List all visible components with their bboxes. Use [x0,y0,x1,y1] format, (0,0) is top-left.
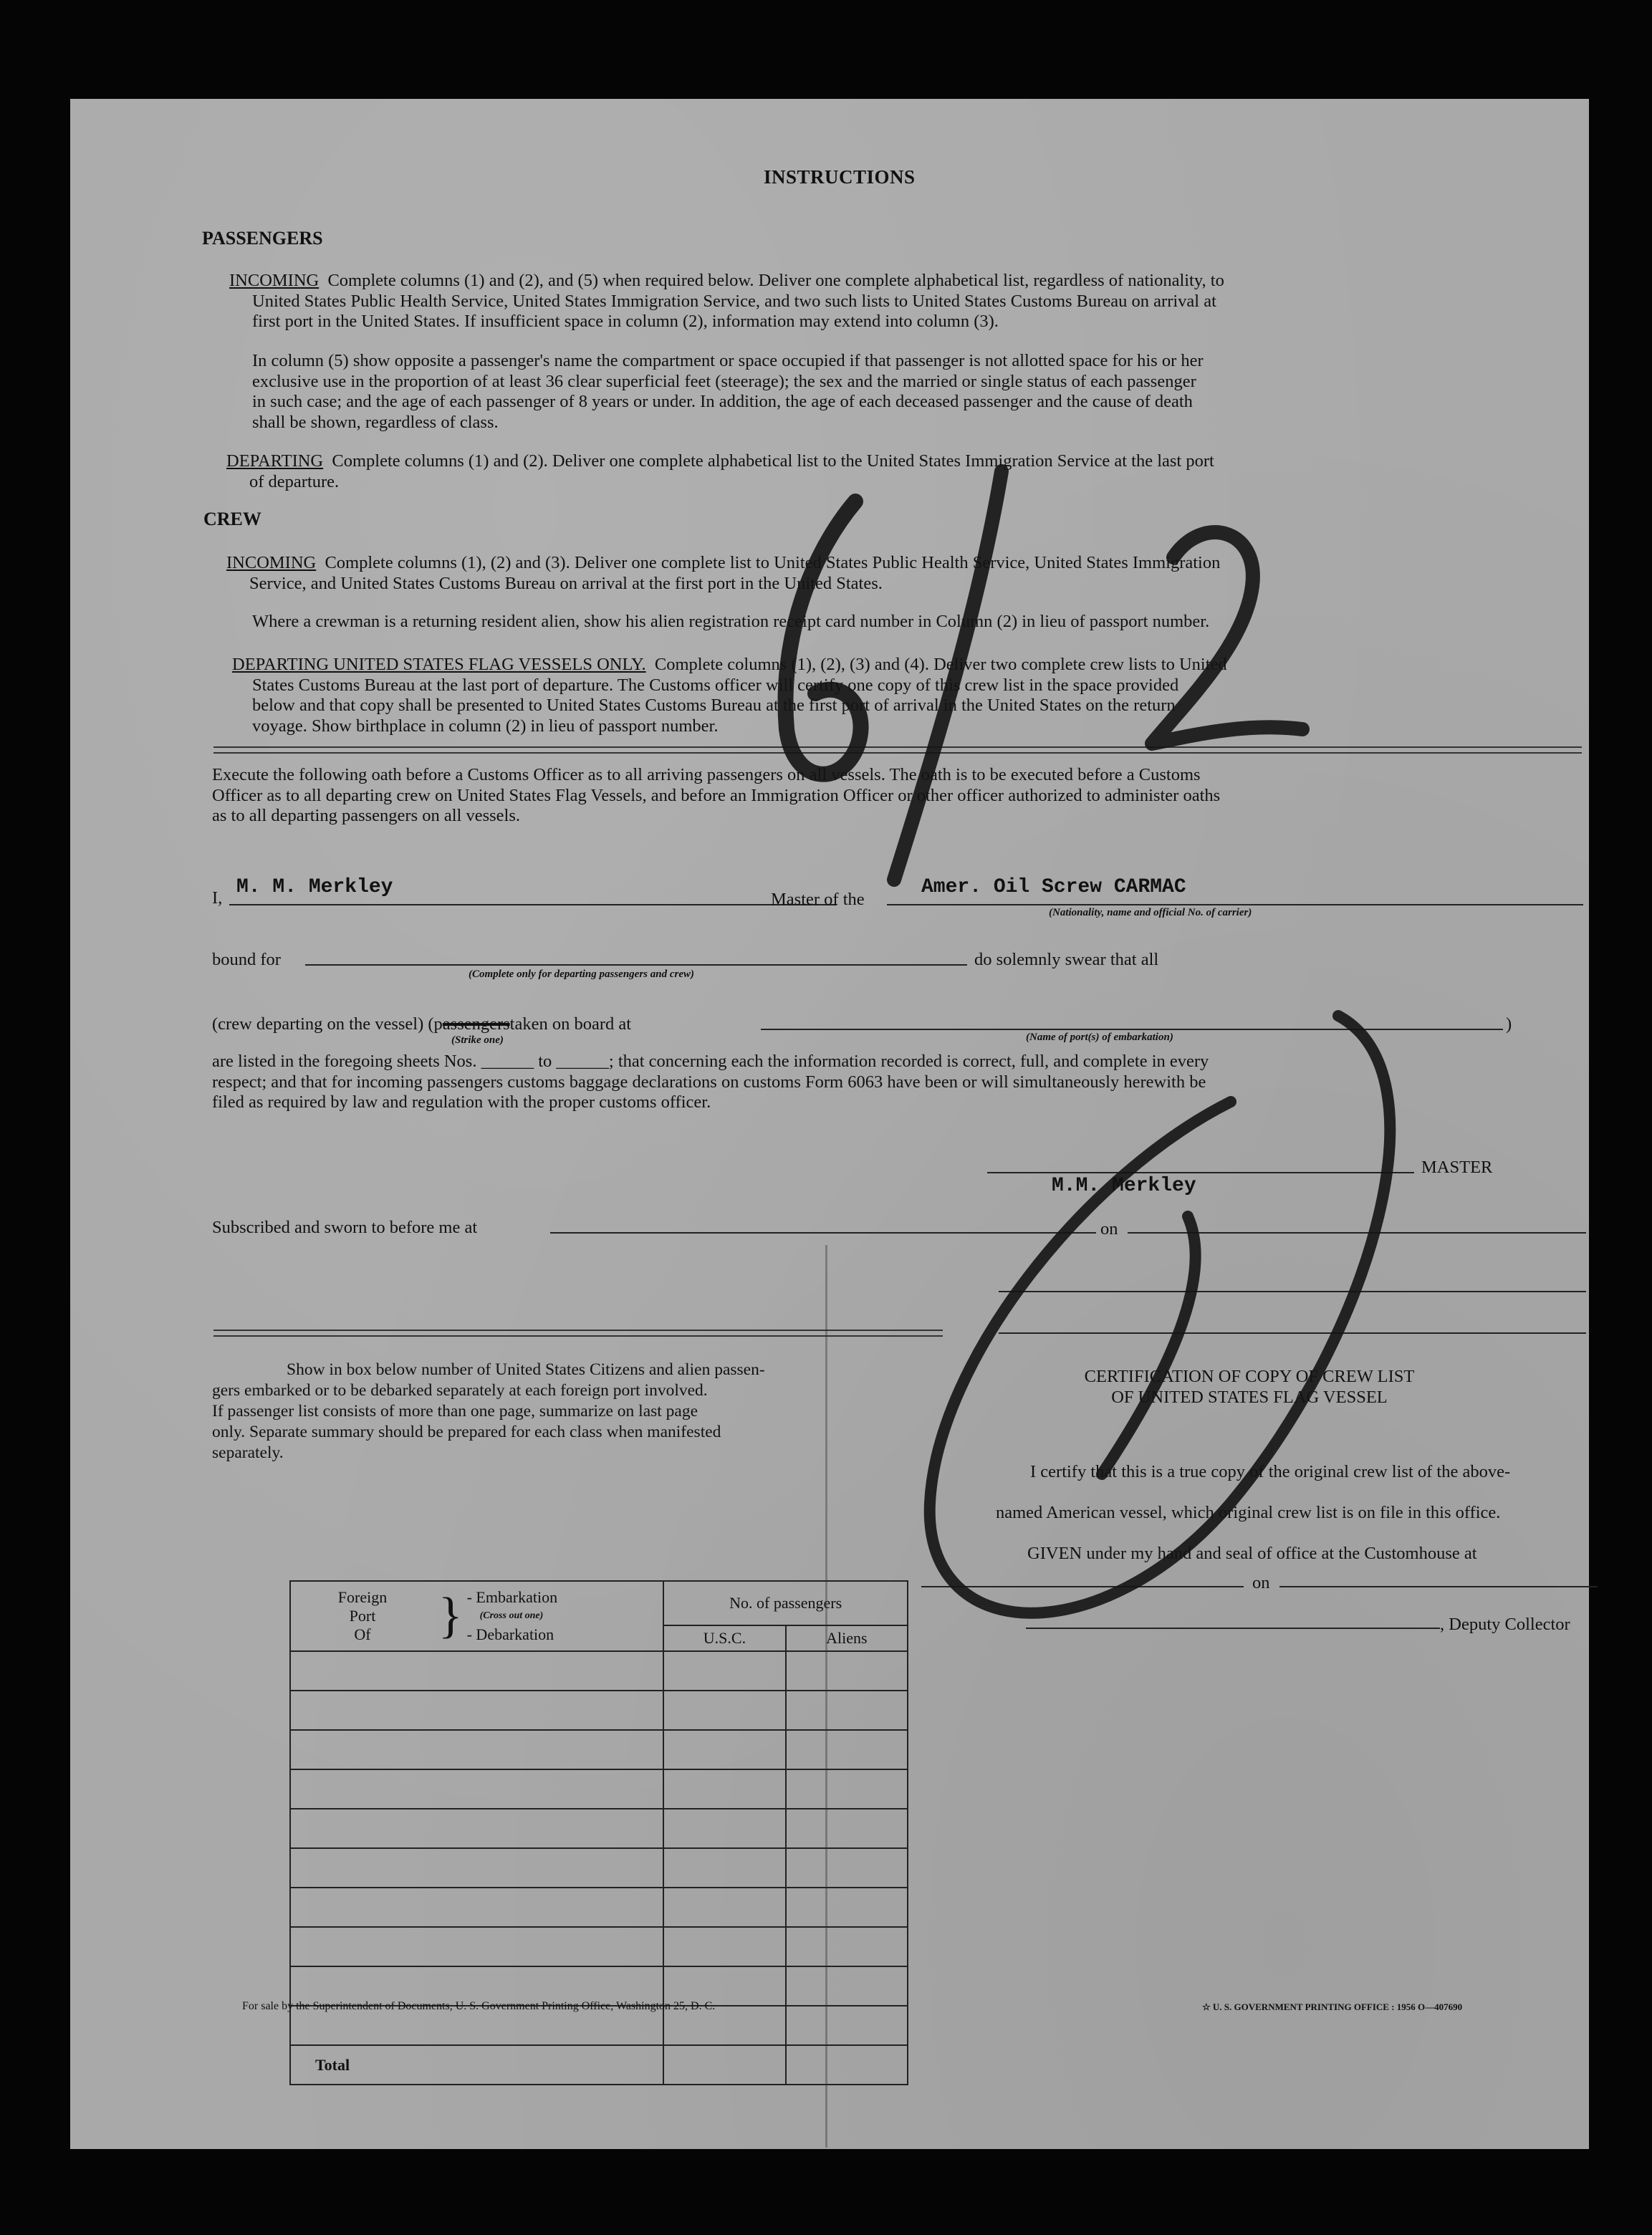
port-caption: (Name of port(s) of embarkation) [1026,1032,1173,1043]
master-name-field: M. M. Merkley [236,876,393,898]
of-label: Of [354,1625,371,1643]
subscribed-label: Subscribed and sworn to before me at [212,1218,478,1237]
certification-title-line: OF UNITED STATES FLAG VESSEL [1111,1387,1388,1407]
vessel-caption: (Nationality, name and official No. of carrier) [1049,907,1252,918]
crew-departing-text: (crew departing on the vessel) (p [212,1014,443,1034]
certification-line: named American vessel, which original crew list is on file in this office. [996,1503,1501,1522]
oath-intro-line: Execute the following oath before a Customs Officer as to all arriving passengers on all vessels. The oath is to be executed before a Customs [212,765,1201,784]
master-label: MASTER [1421,1158,1493,1177]
aliens-header: Aliens [786,1625,908,1651]
column5-line: in such case; and the age of each passenger of 8 years or under. In addition, the age of each deceased passenger and the cause of death [252,392,1193,411]
footer-left: For sale by the Superintendent of Documents, U. S. Government Printing Office, Washington 25, D. C. [242,2000,716,2012]
oath-intro-line: Officer as to all departing crew on United States Flag Vessels, and before an Immigration Officer or other officer authorized to administer oaths [212,785,1221,805]
strike-one-caption: (Strike one) [451,1034,504,1046]
crew-incoming-line: Complete columns (1), (2) and (3). Deliver one complete list to United States Public Health Service, United States Immigration [325,553,1221,572]
master-of-label: Master of the [771,890,865,909]
passengers-incoming-line: Complete columns (1) and (2), and (5) when required below. Deliver one complete alphabetical list, regardless of nationality, to [327,271,1224,290]
no-passengers-header: No. of passengers [663,1581,908,1625]
vessel-field: Amer. Oil Screw CARMAC [921,876,1186,898]
handwritten-oval [930,1016,1391,1613]
certification-line: GIVEN under my hand and seal of office at the Customhouse at [1027,1544,1477,1563]
close-paren: ) [1506,1014,1512,1034]
summary-line: gers embarked or to be debarked separately at each foreign port involved. [212,1381,708,1400]
swear-label: do solemnly swear that all [974,950,1159,969]
foreign-label: Foreign [337,1588,388,1606]
instructions-title: INSTRUCTIONS [764,166,916,188]
crew-alien-line: Where a crewman is a returning resident alien, show his alien registration receipt card number in Column (2) in lieu of passport number. [252,612,1210,631]
brace-icon: } [438,1588,463,1643]
passengers-incoming-line: first port in the United States. If insufficient space in column (2), information may extend into column (3). [252,312,999,331]
debarkation-label: - Debarkation [466,1625,554,1643]
crew-incoming-line: Service, and United States Customs Bureau on arrival at the first port in the United States. [249,573,883,593]
crew-departing-label: DEPARTING UNITED STATES FLAG VESSELS ONLY. [232,655,646,674]
summary-line: only. Separate summary should be prepared for each class when manifested [212,1423,721,1441]
handwritten-marks [70,99,1589,2149]
listed-line: respect; and that for incoming passengers customs baggage declarations on customs Form 6063 have been or will simultaneously herewith be [212,1072,1206,1092]
summary-line: Show in box below number of United States Citizens and alien passen- [287,1360,765,1379]
oath-intro-line: as to all departing passengers on all vessels. [212,806,521,825]
passengers-incoming-line: United States Public Health Service, United States Immigration Service, and two such lists to United States Customs Bureau on arrival at [252,291,1216,311]
crew-departing-line: voyage. Show birthplace in column (2) in lieu of passport number. [252,716,719,736]
bound-for-caption: (Complete only for departing passengers and crew) [469,968,694,980]
column5-line: In column (5) show opposite a passenger's name the compartment or space occupied if that passenger is not allotted space for his or her [252,351,1204,370]
total-label: Total [290,2045,663,2085]
crew-departing-line: Complete columns (1), (2), (3) and (4). Deliver two complete crew lists to United [654,655,1227,674]
column5-line: shall be shown, regardless of class. [252,412,499,432]
summary-line: separately. [212,1443,284,1462]
passengers-heading: PASSENGERS [202,228,323,249]
passengers-incoming-label: INCOMING [229,271,320,290]
crew-departing-line: below and that copy shall be presented to United States Customs Bureau at the first port of arrival in the United States on the return [252,696,1176,715]
handwritten-inner-mark [1102,1216,1196,1474]
handwritten-number-2 [1152,532,1302,744]
master-signature: M.M. Merkley [1052,1175,1196,1197]
usc-header: U.S.C. [663,1625,785,1651]
certification-title-line: CERTIFICATION OF COPY OF CREW LIST [1084,1367,1415,1386]
passengers-departing-line: Complete columns (1) and (2). Deliver one complete alphabetical list to the United States Immigration Service at the last port [332,451,1214,471]
embarkation-label: - Embarkation [466,1588,558,1606]
cross-out-label: (Cross out one) [479,1610,544,1621]
port-label: Port [349,1607,376,1625]
document-page [70,99,1589,2149]
crew-departing-line: States Customs Bureau at the last port of departure. The Customs officer will certify one copy of this crew list in the space provided [252,675,1179,695]
listed-line: are listed in the foregoing sheets Nos. ______ to ______; that concerning each the information recorded is correct, full, and complete in every [212,1052,1209,1071]
bound-for-label: bound for [212,950,281,969]
footer-right: ☆ U. S. GOVERNMENT PRINTING OFFICE : 1956 O—407690 [1202,2001,1463,2012]
handwritten-slash [894,471,1002,880]
i-label: I, [212,888,223,908]
summary-line: If passenger list consists of more than one page, summarize on last page [212,1402,698,1421]
deputy-collector-label: , Deputy Collector [1440,1615,1570,1634]
taken-on-board-text: taken on board at [509,1014,632,1034]
passengers-departing-line: of departure. [249,471,340,491]
certification-on-label: on [1252,1573,1270,1592]
certification-line: I certify that this is a true copy of the original crew list of the above- [1030,1462,1511,1481]
passengers-departing-label: DEPARTING [226,451,324,471]
crew-heading: CREW [203,509,261,529]
handwritten-number-6 [785,501,860,774]
struck-passengers-text: assengers [442,1014,510,1034]
listed-line: filed as required by law and regulation with the proper customs officer. [212,1092,711,1112]
subscribed-on-label: on [1100,1219,1118,1239]
column5-line: exclusive use in the proportion of at least 36 clear superficial feet (steerage); the sex and the married or single status of each passenger [252,371,1196,391]
crew-incoming-label: INCOMING [226,553,317,572]
